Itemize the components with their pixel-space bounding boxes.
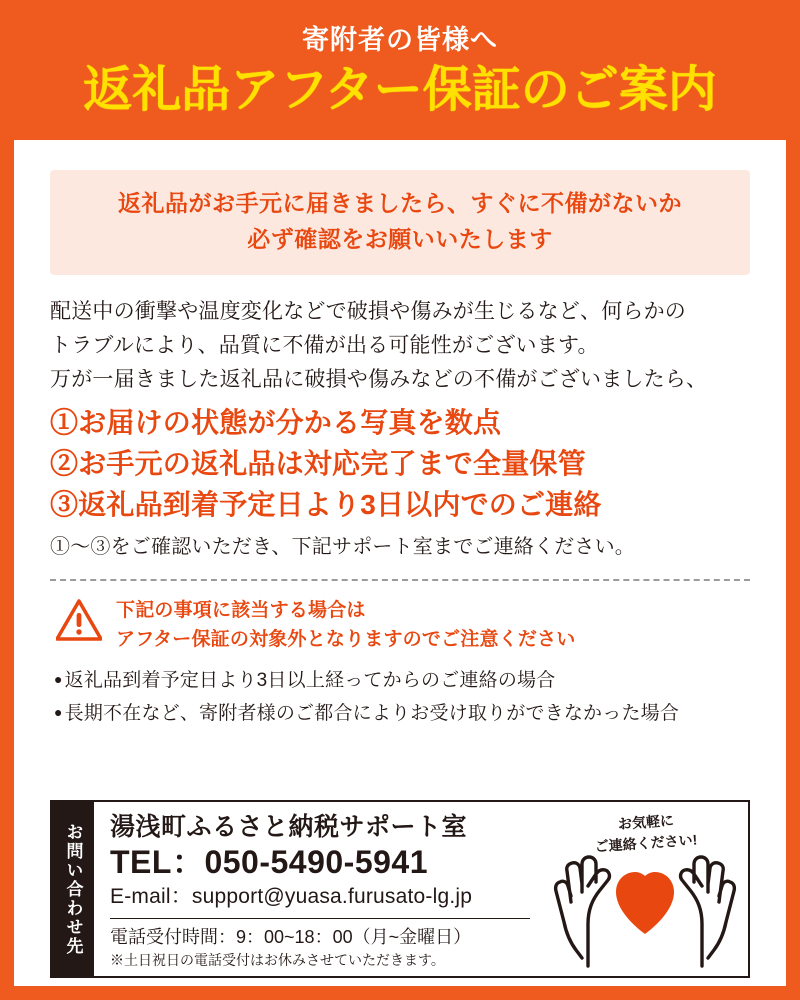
reception-hours: 電話受付時間：9：00~18：00（月~金曜日） [110, 927, 472, 948]
bullet-icon: ● [54, 671, 63, 688]
contact-divider [110, 918, 530, 919]
exclamation-triangle-icon [56, 599, 102, 641]
contact-tab-label: お問い合わせ先 [52, 802, 94, 976]
step-item-2: ②お手元の返礼品は対応完了まで全量保管 [50, 447, 586, 479]
body-text [50, 295, 750, 563]
organization-name: 湯浅町ふるさと納税サポート室 [110, 813, 468, 841]
warning-text [116, 595, 575, 654]
dashed-divider [50, 579, 750, 581]
exclusion-list [50, 664, 750, 731]
notice-box [50, 170, 750, 275]
contact-details [94, 802, 748, 976]
body-line-1: 配送中の衝撃や温度変化などで破損や傷みが生じるなど、何らかの [50, 300, 686, 324]
email-address[interactable]: E-mail：support@yuasa.furusato-lg.jp [110, 884, 473, 908]
step-item-3: ③返礼品到着予定日より3日以内でのご連絡 [50, 488, 602, 520]
warning-line-2: アフター保証の対象外となりますのでご注意ください [116, 628, 576, 650]
steps-list [50, 403, 750, 525]
notice-line-2: 必ず確認をお願いいたします [247, 225, 553, 252]
reception-hours-note: ※土日祝日の電話受付はお休みさせていただきます。 [110, 952, 445, 969]
list-item-label: 返礼品到着予定日より3日以上経ってからのご連絡の場合 [64, 670, 556, 692]
body-line-3: 万が一届きました返礼品に破損や傷みなどの不備がございましたら、 [50, 368, 708, 392]
body-closing: ①〜③をご確認いただき、下記サポート室までご連絡ください。 [50, 536, 635, 559]
list-item [54, 664, 750, 697]
illustration-caption-line-2: ご連絡ください! [594, 831, 698, 855]
notice-line-1: 返礼品がお手元に届きましたら、すぐに不備がないか [118, 190, 682, 216]
telephone-number[interactable]: TEL：050-5490-5941 [110, 844, 429, 880]
header-subtitle: 寄附者の皆様へ [302, 25, 498, 55]
page-title: 返礼品アフター保証のご案内 [83, 62, 717, 117]
hands-holding-heart-icon [550, 806, 740, 974]
body-line-2: トラブルにより、品質に不備が出る可能性がございます。 [50, 334, 599, 358]
warning-line-1: 下記の事項に該当する場合は [116, 600, 366, 622]
illustration-caption-line-1: お気軽に [617, 812, 675, 832]
list-item-label: 長期不在など、寄附者様のご都合によりお受け取りができなかった場合 [64, 703, 680, 725]
bullet-icon: ● [54, 704, 63, 721]
header [0, 0, 800, 121]
list-item [54, 697, 750, 730]
step-item-1: ①お届けの状態が分かる写真を数点 [50, 407, 502, 439]
warning-block [50, 595, 750, 654]
white-panel [14, 140, 786, 986]
contact-box [50, 800, 750, 978]
